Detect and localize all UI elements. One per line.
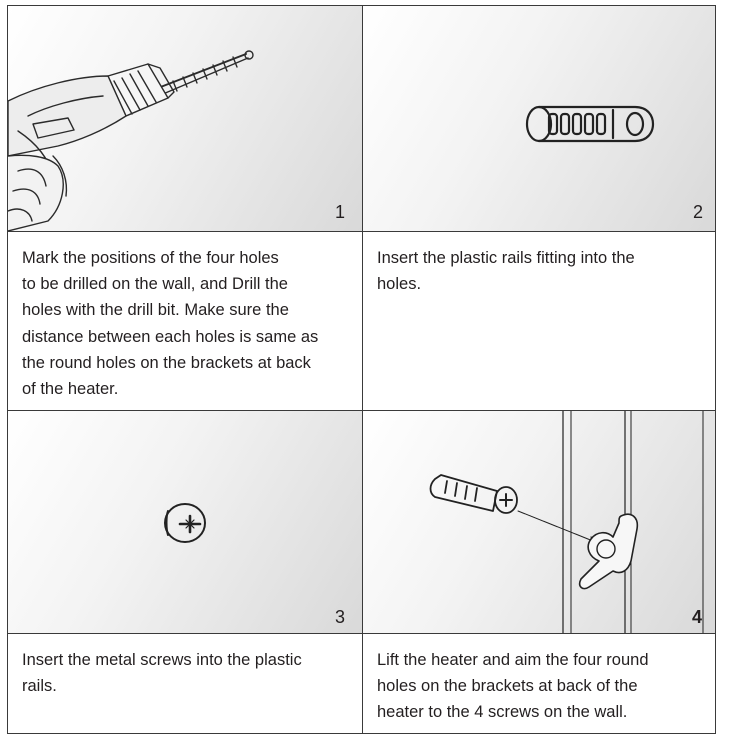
step-1-number: 1	[335, 202, 346, 222]
step-2-image	[363, 6, 715, 231]
step-1-description: Mark the positions of the four holes to be drilled on the wall, and Drill the holes with the drill bit. Make sure the distance between each holes is same as the round holes on the brackets at back of the heater.	[22, 249, 319, 399]
column-divider	[362, 6, 363, 733]
step-1-text	[8, 232, 362, 410]
step-3-description: Insert the metal screws into the plastic rails.	[22, 651, 302, 696]
drill-icon	[8, 6, 362, 231]
step-2-description: Insert the plastic rails fitting into the holes.	[377, 249, 635, 294]
step-3-text	[8, 634, 362, 733]
screw-head-icon	[8, 411, 362, 633]
step-4-description: Lift the heater and aim the four round holes on the brackets at back of the heater to the 4 screws on the wall.	[377, 651, 649, 722]
bracket-icon	[363, 411, 715, 633]
step-3-image	[8, 411, 362, 633]
step-4-image	[363, 411, 715, 633]
instruction-grid	[7, 5, 716, 734]
step-4-number: 4	[692, 607, 703, 627]
row-divider-2	[8, 410, 715, 411]
row-divider-1	[8, 231, 715, 232]
step-3-number: 3	[335, 607, 346, 627]
step-2-number: 2	[693, 202, 704, 222]
wall-plug-icon	[363, 6, 715, 231]
row-divider-3	[8, 633, 715, 634]
step-1-image	[8, 6, 362, 231]
step-4-text	[363, 634, 715, 733]
step-2-text	[363, 232, 715, 410]
